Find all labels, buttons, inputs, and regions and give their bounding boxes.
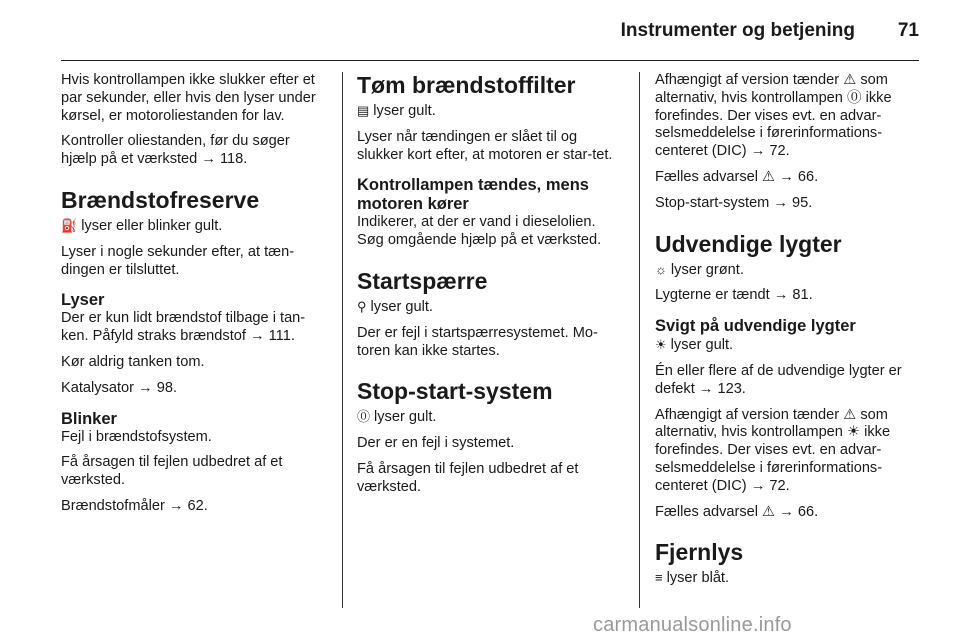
- paragraph: [655, 569, 923, 588]
- paragraph: Lyser i nogle sekunder efter, at tæn-dingen er tilsluttet.: [61, 243, 295, 278]
- paragraph: Fælles advarsel ⚠ → 66.: [655, 503, 819, 520]
- paragraph: Afhængigt af version tænder ⚠ som alternativ, hvis kontrollampen ☀ ikke forefindes. Der vises evt. en advar-selsmeddelelse i førerinformations-centeret (DIC) → 72.: [655, 406, 891, 494]
- bulb-failure-icon: ☀: [655, 337, 667, 353]
- icon-status-text: lyser grønt.: [670, 261, 744, 278]
- paragraph: Stop-start-system → 95.: [655, 194, 813, 211]
- paragraph: [655, 261, 923, 280]
- section-heading-exterior-lights: Udvendige lygter: [655, 230, 842, 257]
- column-left: [61, 72, 329, 524]
- paragraph: [655, 336, 923, 355]
- section-heading-immobiliser: Startspærre: [357, 267, 488, 294]
- key-car-icon: ⚲: [357, 298, 367, 314]
- icon-status-text: lyser gult.: [670, 337, 734, 354]
- page-number: 71: [897, 20, 919, 41]
- page-title: Instrumenter og betjening: [620, 20, 855, 41]
- high-beam-icon: ≡: [655, 570, 663, 586]
- paragraph: Der er en fejl i systemet.: [357, 435, 515, 452]
- side-lights-icon: ☼: [655, 261, 667, 277]
- section-heading-fuel-reserve: Brændstofreserve: [61, 186, 260, 213]
- subheading-flashes: Blinker: [61, 409, 117, 428]
- section-heading-stop-start: Stop-start-system: [357, 378, 553, 405]
- fuel-pump-icon: ⛽: [61, 217, 78, 233]
- paragraph: Fælles advarsel ⚠ → 66.: [655, 168, 819, 185]
- icon-status-text: lyser gult.: [370, 298, 433, 315]
- paragraph: Kontroller oliestanden, før du søger hjælp på et værksted → 118.: [61, 133, 290, 168]
- paragraph: Katalysator → 98.: [61, 379, 177, 396]
- paragraph: Der er fejl i startspærresystemet. Mo-toren kan ikke startes.: [357, 324, 598, 359]
- column-middle: [357, 72, 625, 505]
- paragraph: Lygterne er tændt → 81.: [655, 287, 813, 304]
- paragraph: Indikerer, at der er vand i dieselolien. Søg omgående hjælp på et værksted.: [357, 214, 602, 249]
- paragraph: Få årsagen til fejlen udbedret af et værksted.: [61, 454, 283, 489]
- column-right: [655, 72, 923, 596]
- icon-status-text: lyser gult.: [373, 103, 436, 119]
- stop-start-icon: ⓪: [357, 409, 371, 425]
- icon-status-text: lyser eller blinker gult.: [81, 217, 223, 234]
- paragraph: [357, 408, 625, 427]
- column-divider: [639, 72, 640, 608]
- icon-status-text: lyser gult.: [374, 409, 437, 426]
- paragraph: [357, 102, 625, 121]
- subheading-light-failure: Svigt på udvendige lygter: [655, 317, 856, 336]
- paragraph: [357, 298, 625, 317]
- fuel-filter-icon: ▤: [357, 103, 370, 118]
- icon-status-text: lyser blåt.: [666, 570, 730, 587]
- section-heading-high-beam: Fjernlys: [655, 539, 744, 566]
- watermark: carmanualsonline.info: [593, 614, 792, 636]
- subheading-lights: Lyser: [61, 291, 105, 310]
- paragraph: Én eller flere af de udvendige lygter er defekt → 123.: [655, 362, 902, 397]
- paragraph: Brændstofmåler → 62.: [61, 497, 208, 514]
- paragraph: Lyser når tændingen er slået til og slukker kort efter, at motoren er star-tet.: [357, 128, 613, 163]
- paragraph: Kør aldrig tanken tom.: [61, 353, 205, 370]
- paragraph: [61, 217, 329, 236]
- paragraph: Fejl i brændstofsystem.: [61, 428, 212, 445]
- paragraph: Afhængigt af version tænder ⚠ som alternativ, hvis kontrollampen ⓪ ikke forefindes. Der vises evt. en advar-selsmeddelelse i førerinformations-centeret (DIC) → 72.: [655, 72, 892, 160]
- section-heading-fuel-filter: Tøm brændstoffilter: [357, 72, 576, 98]
- paragraph: Der er kun lidt brændstof tilbage i tan-ken. Påfyld straks brændstof → 111.: [61, 310, 306, 345]
- paragraph: Hvis kontrollampen ikke slukker efter et par sekunder, eller hvis den lyser under kørsel, er motoroliestanden for lav.: [61, 72, 316, 124]
- page-header: [61, 0, 919, 61]
- column-divider: [342, 72, 343, 608]
- paragraph: Få årsagen til fejlen udbedret af et værksted.: [357, 460, 579, 495]
- subheading-when-lit: Kontrollampen tændes, mens motoren kører: [357, 176, 589, 214]
